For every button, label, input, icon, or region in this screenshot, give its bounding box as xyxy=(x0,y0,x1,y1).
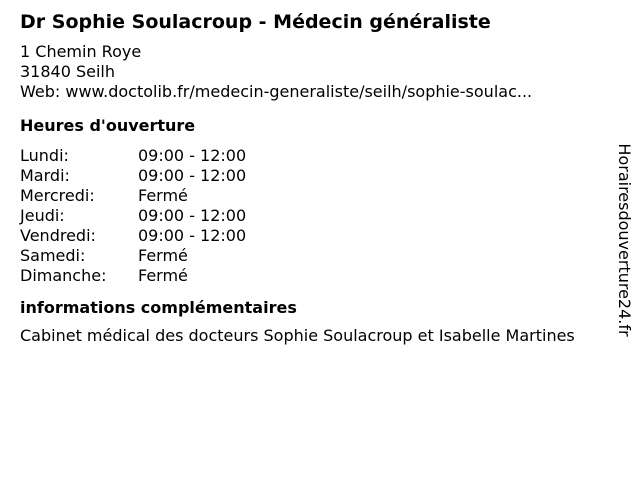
time-value: 09:00 - 12:00 xyxy=(138,166,247,185)
opening-hours-heading: Heures d'ouverture xyxy=(20,116,196,135)
day-label: Lundi: xyxy=(20,146,69,165)
site-watermark: Horairesdouverture24.fr xyxy=(615,143,634,337)
time-value: 09:00 - 12:00 xyxy=(138,146,247,165)
hours-row-tuesday xyxy=(20,166,620,186)
time-value: 09:00 - 12:00 xyxy=(138,226,247,245)
additional-info-text: Cabinet médical des docteurs Sophie Soulacroup et Isabelle Martines xyxy=(20,326,575,345)
time-value: Fermé xyxy=(138,246,188,265)
hours-row-saturday xyxy=(20,246,620,266)
day-label: Vendredi: xyxy=(20,226,96,245)
hours-row-friday xyxy=(20,226,620,246)
day-label: Dimanche: xyxy=(20,266,107,285)
day-label: Mardi: xyxy=(20,166,70,185)
additional-info-heading: informations complémentaires xyxy=(20,298,297,317)
city-address: 31840 Seilh xyxy=(20,62,116,81)
website-line: Web: www.doctolib.fr/medecin-generaliste/seilh/sophie-soulac... xyxy=(20,82,533,101)
day-label: Samedi: xyxy=(20,246,86,265)
day-label: Jeudi: xyxy=(20,206,65,225)
hours-row-sunday xyxy=(20,266,620,286)
address-block xyxy=(20,42,620,102)
time-value: 09:00 - 12:00 xyxy=(138,206,247,225)
practice-card xyxy=(20,9,620,346)
time-value: Fermé xyxy=(138,266,188,285)
hours-row-wednesday xyxy=(20,186,620,206)
time-value: Fermé xyxy=(138,186,188,205)
opening-hours-list xyxy=(20,146,620,286)
hours-row-thursday xyxy=(20,206,620,226)
hours-row-monday xyxy=(20,146,620,166)
day-label: Mercredi: xyxy=(20,186,95,205)
page-title: Dr Sophie Soulacroup - Médecin généraliste xyxy=(20,11,491,33)
street-address: 1 Chemin Roye xyxy=(20,42,142,61)
